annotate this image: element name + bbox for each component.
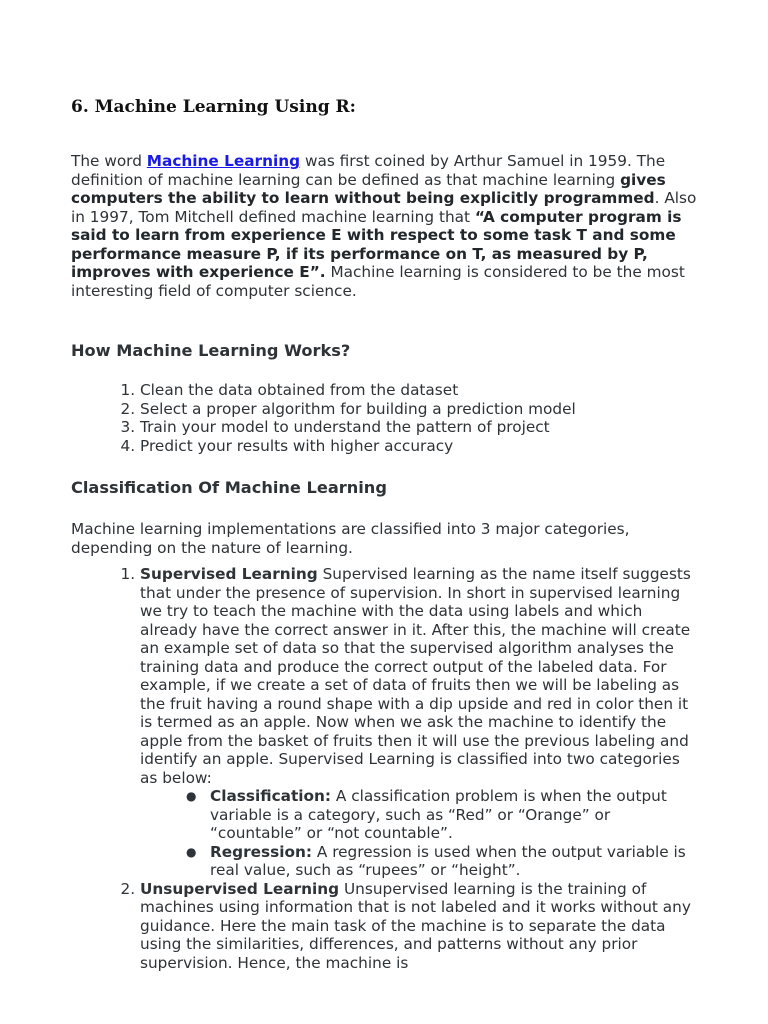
machine-learning-link[interactable]: Machine Learning bbox=[146, 152, 301, 170]
supervised-term: Supervised Learning bbox=[140, 565, 318, 583]
list-item: 1. Clean the data obtained from the dataset bbox=[140, 381, 740, 400]
intro-bold-quote: “A computer program is said to learn from experience E with respect to some task T and some performance measure P, if its performance on T, as measured by P, improves with experience E”. bbox=[71, 207, 682, 281]
intro-text-2: was first coined by Arthur Samuel in 1959. The definition of machine learning can be defined as that machine learning bbox=[71, 152, 666, 189]
bullet-icon: ● bbox=[186, 789, 197, 803]
classification-text: A classification problem is when the output variable is a category, such as “Red” or “Orange” or “countable” or “not countable”. bbox=[210, 787, 667, 842]
intro-paragraph bbox=[71, 152, 703, 300]
list-item-classification bbox=[186, 787, 700, 843]
intro-text-3: . Also in 1997, Tom Mitchell defined machine learning that bbox=[71, 189, 697, 226]
list-item: 4. Predict your results with higher accuracy bbox=[140, 437, 740, 456]
classification-intro: Machine learning implementations are classified into 3 major categories, depending on the nature of learning. bbox=[71, 520, 630, 557]
intro-text-1: The word bbox=[71, 152, 147, 170]
list-item-unsupervised bbox=[140, 880, 700, 973]
classification-term: Classification: bbox=[210, 787, 332, 805]
unsupervised-term: Unsupervised Learning bbox=[140, 879, 340, 898]
list-item-supervised bbox=[140, 565, 700, 880]
intro-text-4: Machine learning is considered to be the most interesting field of computer science. bbox=[71, 263, 685, 300]
how-steps-list bbox=[71, 381, 740, 455]
bullet-icon: ● bbox=[186, 844, 197, 859]
supervised-sublist bbox=[140, 787, 700, 880]
regression-text: A regression is used when the output variable is real value, such as “rupees” or “height”. bbox=[210, 842, 686, 879]
categories-list bbox=[71, 565, 700, 972]
unsupervised-text: Unsupervised learning is the training of machines using information that is not labeled and it works without any guidance. Here the main task of the machine is to separate the data using the similarities, differences, and patterns without any prior supervision. Hence, the machine is bbox=[140, 879, 691, 972]
classification-heading: Classification Of Machine Learning bbox=[71, 478, 387, 497]
list-item-regression bbox=[186, 842, 700, 880]
supervised-text: Supervised learning as the name itself suggests that under the presence of supervision. In short in supervised learning we try to teach the machine with the data using labels and which already have the correct answer in it. After this, the machine will create an example set of data so that the supervised algorithm analyses the training data and produce the correct output of the labeled data. For example, if we create a set of data of fruits then we will be labeling as the fruit having a round shape with a dip upside and red in color then it is termed as an apple. Now when we ask the machine to identify the apple from the basket of fruits then it will use the previous labeling and identify an apple. Supervised Learning is classified into two categories as below: bbox=[140, 565, 691, 787]
how-heading: How Machine Learning Works? bbox=[71, 341, 351, 360]
section-title: 6. Machine Learning Using R: bbox=[71, 97, 356, 117]
regression-term: Regression: bbox=[210, 842, 312, 861]
intro-bold-1: gives computers the ability to learn without being explicitly programmed bbox=[71, 170, 666, 207]
list-item: 3. Train your model to understand the pattern of project bbox=[140, 418, 740, 437]
list-item: 2. Select a proper algorithm for building a prediction model bbox=[140, 400, 740, 419]
